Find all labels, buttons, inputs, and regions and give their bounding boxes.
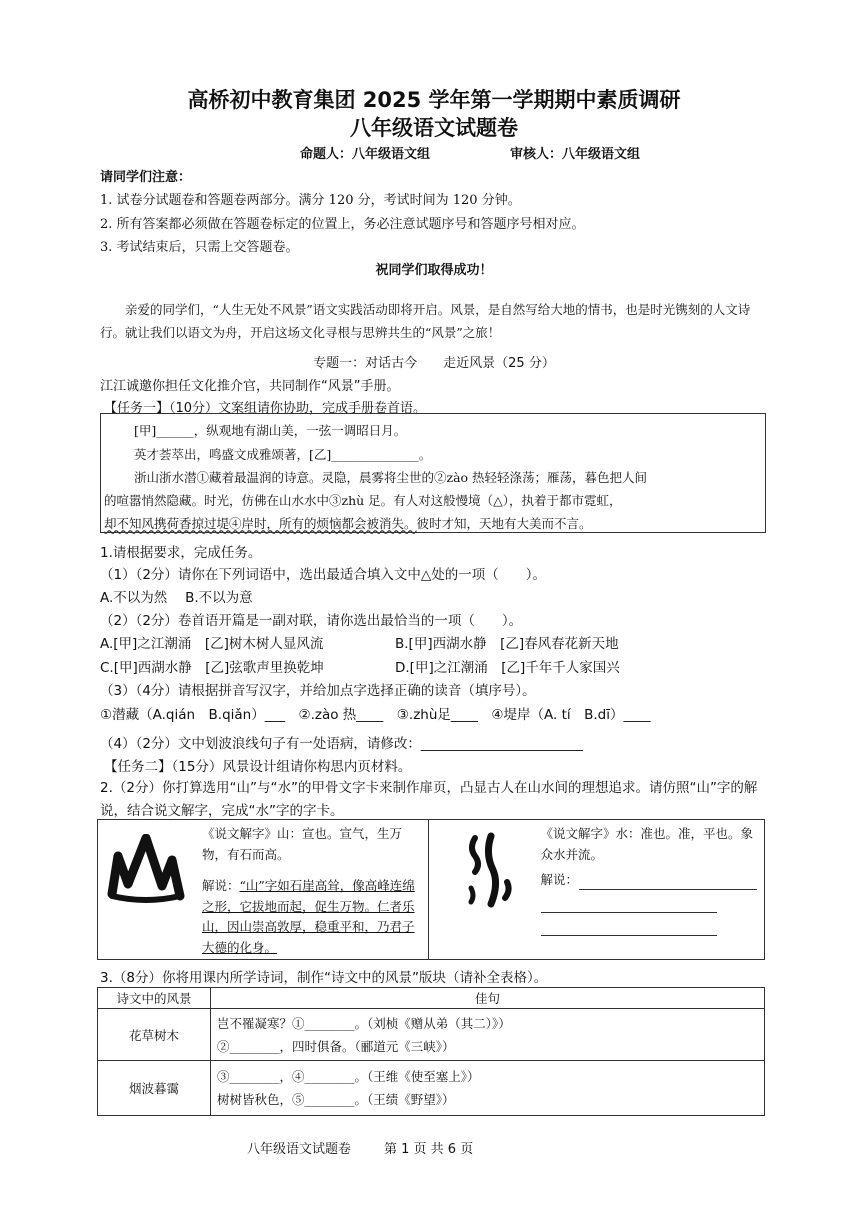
wish-text: 祝同学们取得成功！ <box>375 263 493 278</box>
shui-explanation-label: 解说： <box>540 872 579 887</box>
passage-line-5 <box>104 514 592 532</box>
shui-answer-line-3[interactable] <box>541 935 717 936</box>
notice-item-2: 2. 所有答案都必须做在答题卷标定的位置上，务必注意试题序号和答题序号相对应。 <box>100 217 585 232</box>
question-1-4: （4）（2分）文中划波浪线句子有一处语病，请修改：________________________ <box>100 736 583 752</box>
shan-oracle-glyph-icon <box>106 834 186 904</box>
option-a: A.[甲]之江潮涌 [乙]树木树人显风流 <box>100 636 324 652</box>
option-c: C.[甲]西湖水静 [乙]弦歌声里换乾坤 <box>100 660 324 676</box>
passage-line-3: 浙山浙水潜①藏着最温润的诗意。灵隐，晨雾将尘世的②zào 热轻轻涤荡；雁荡，暮色把人间 <box>134 470 648 485</box>
shan-explanation-label: 解说： <box>202 878 240 893</box>
footer-exam-name: 八年级语文试题卷 <box>247 1142 352 1157</box>
poem-table <box>97 987 765 1116</box>
intro-paragraph: 亲爱的同学们，“人生无处不风景”语文实践活动即将开启。风景，是自然写给大地的情书，也是时光镌刻的人文诗行。就让我们以语文为舟，开启这场文化寻根与思辨共生的“风景”之旅！ <box>100 302 751 340</box>
row-lines <box>211 1061 765 1116</box>
shui-answer-line-1[interactable] <box>579 889 757 890</box>
question-1-1: （1）（2分）请你在下列词语中，选出最适合填入文中△处的一项（ ）。 <box>100 567 547 583</box>
option-b: B.[甲]西湖水静 [乙]春风春花新天地 <box>395 636 619 652</box>
exam-subtitle: 八年级语文试题卷 <box>350 116 518 140</box>
shan-explanation-block <box>202 876 422 958</box>
passage-line-4: 的喧嚣悄然隐藏。时光，仿佛在山水水中③zhù 足。有人对这般慢境（△），执着于都市霓虹， <box>104 493 622 508</box>
shui-card <box>428 820 765 960</box>
passage-line-2: 英才荟萃出，鸣盛文成雅颂著，[乙]______________。 <box>134 447 432 462</box>
row-lines <box>211 1009 765 1061</box>
shan-card <box>98 820 429 960</box>
poem-line: 树树皆秋色，⑤________。（王绩《野望》） <box>217 1092 455 1107</box>
reviewer-label: 审核人：八年级语文组 <box>510 147 641 162</box>
row-category: 花草树木 <box>98 1009 211 1061</box>
poem-line: 岂不罹凝寒？①________。（刘桢《赠从弟（其二）》） <box>217 1015 511 1031</box>
shui-answer-line-2[interactable] <box>541 912 717 913</box>
shui-oracle-glyph-icon <box>465 832 515 912</box>
poem-table-header-scene: 诗文中的风景 <box>98 988 211 1009</box>
question-1-3: （3）（4分）请根据拼音写汉字，并给加点字选择正确的读音（填序号）。 <box>100 683 536 699</box>
section-title: 专题一：对话古今 走近风景（25 分） <box>313 356 555 371</box>
row-category: 烟波暮霭 <box>98 1061 211 1116</box>
char-card-table <box>97 819 765 960</box>
shui-definition: 《说文解字》水：准也。准，平也。象众水并流。 <box>540 826 754 862</box>
table-row <box>98 1009 765 1061</box>
question-1-2: （2）（2分）卷首语开篇是一副对联，请你选出最恰当的一项（ ）。 <box>100 613 523 629</box>
question-3: 3.（8分）你将用课内所学诗词，制作“诗文中的风景”版块（请补全表格）。 <box>100 970 548 986</box>
poem-line: ③________，④________。（王维《使至塞上》） <box>217 1069 480 1084</box>
task2-heading: 【任务二】（15分）风景设计组请你构思内页材料。 <box>104 759 412 775</box>
notice-item-1: 1. 试卷分试题卷和答题卷两部分。满分 120 分，考试时间为 120 分钟。 <box>100 193 521 208</box>
question-2: 2.（2分）你打算选用“山”与“水”的甲骨文字卡来制作扉页，凸显古人在山水间的理想追求。请仿照“山”字的解说，结合说文解字，完成“水”字的字卡。 <box>100 780 758 819</box>
notice-heading: 请同学们注意： <box>100 170 192 185</box>
notice-item-3: 3. 考试结束后，只需上交答题卷。 <box>100 240 299 255</box>
invite-text: 江江诚邀你担任文化推介官，共同制作“风景”手册。 <box>100 379 400 394</box>
shan-explanation: “山”字如石崖高耸，像高峰连绵之形，它拔地而起，促生万物。仁者乐山，因山崇高敦厚，稳重平和，乃君子大德的化身。 <box>202 878 415 955</box>
footer-page-number: 第 1 页 共 6 页 <box>384 1142 474 1157</box>
shan-definition: 《说文解字》山：宣也。宣气，生万物，有石而高。 <box>202 826 403 862</box>
passage-line-1: [甲]______，纵观地有湖山美，一弦一调昭日月。 <box>134 423 407 438</box>
poem-line: ②________，四时俱备。（郦道元《三峡》） <box>217 1038 455 1054</box>
wavy-sentence: 却不知风携荷香掠过堤④岸时，所有的烦恼都会被消失。 <box>104 516 417 531</box>
task1-heading: 【任务一】（10分）文案组请你协助，完成手册卷首语。 <box>104 401 427 416</box>
question-1: 1.请根据要求，完成任务。 <box>100 545 262 561</box>
question-1-1-options: A.不以为然 B.不以为意 <box>100 590 253 606</box>
poem-table-header-lines: 佳句 <box>211 988 765 1009</box>
question-1-3-options: ①潜藏（A.qián B.qiǎn）___ ②.zào 热____ ③.zhù足____ ④堤岸（A. tí B.dī）____ <box>100 707 651 723</box>
passage-line-5-tail: 彼时才知，天地有大美而不言。 <box>416 516 592 531</box>
setter-label: 命题人：八年级语文组 <box>300 147 431 162</box>
exam-title: 高桥初中教育集团 2025 学年第一学期期中素质调研 <box>187 88 681 112</box>
table-row <box>98 1061 765 1116</box>
option-d: D.[甲]之江潮涌 [乙]千年千人家国兴 <box>395 660 620 676</box>
